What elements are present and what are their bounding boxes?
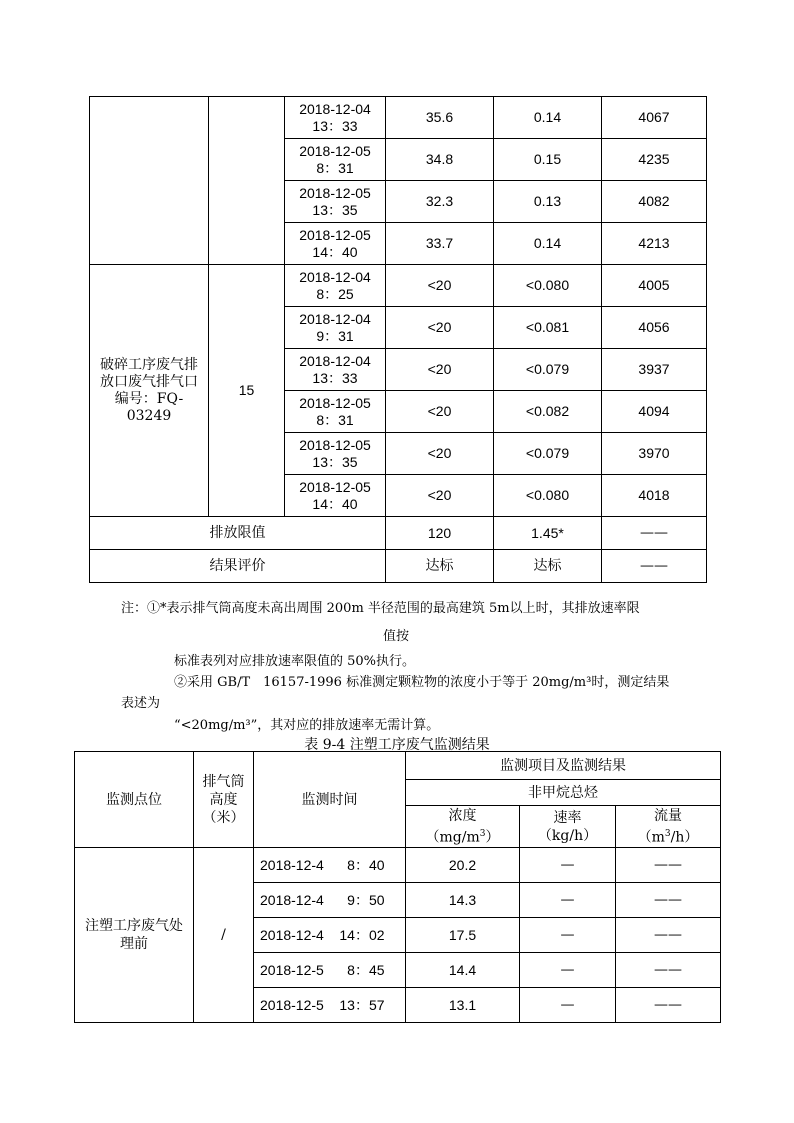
note-line: “<20mg/m³”，其对应的排放速率无需计算。 bbox=[174, 718, 440, 733]
rate-cell: 0.15 bbox=[494, 139, 602, 181]
flow-cell: —— bbox=[616, 883, 721, 918]
rate-cell: <0.079 bbox=[494, 433, 602, 475]
time-cell: 2018-12-5 13：57 bbox=[254, 988, 406, 1023]
rate-cell: <0.082 bbox=[494, 391, 602, 433]
rate-cell: <0.081 bbox=[494, 307, 602, 349]
monitoring-point-cell: 注塑工序废气处理前 bbox=[75, 848, 194, 1023]
conc-cell: 14.3 bbox=[406, 883, 520, 918]
conc-cell: 17.5 bbox=[406, 918, 520, 953]
header-items: 监测项目及监测结果 bbox=[406, 752, 721, 780]
evaluation-rate: 达标 bbox=[494, 550, 602, 583]
conc-cell: 33.7 bbox=[386, 223, 494, 265]
time-cell: 2018-12-04 13：33 bbox=[285, 97, 386, 139]
stack-height-cell: / bbox=[194, 848, 254, 1023]
header-rate-label: 速率 bbox=[553, 809, 582, 826]
header-row bbox=[75, 752, 721, 780]
conc-cell: 20.2 bbox=[406, 848, 520, 883]
flow-cell: —— bbox=[616, 988, 721, 1023]
limit-flow: —— bbox=[602, 517, 707, 550]
monitoring-point-cell: 破碎工序废气排放口废气排气口编号：FQ-03249 bbox=[90, 265, 209, 517]
time-cell: 2018-12-05 13：35 bbox=[285, 433, 386, 475]
conc-cell: <20 bbox=[386, 391, 494, 433]
header-flow bbox=[616, 806, 721, 848]
header-time: 监测时间 bbox=[254, 752, 406, 848]
time-cell: 2018-12-05 14：40 bbox=[285, 223, 386, 265]
flow-cell: 4235 bbox=[602, 139, 707, 181]
flow-cell: 4082 bbox=[602, 181, 707, 223]
rate-cell: 0.13 bbox=[494, 181, 602, 223]
conc-cell: 35.6 bbox=[386, 97, 494, 139]
rate-cell: — bbox=[520, 953, 616, 988]
evaluation-label: 结果评价 bbox=[90, 550, 386, 583]
flow-cell: 3970 bbox=[602, 433, 707, 475]
time-cell: 2018-12-04 13：33 bbox=[285, 349, 386, 391]
flow-cell: 4094 bbox=[602, 391, 707, 433]
time-cell: 2018-12-4 9：50 bbox=[254, 883, 406, 918]
conc-cell: <20 bbox=[386, 475, 494, 517]
table-row bbox=[90, 97, 707, 139]
rate-cell: 0.14 bbox=[494, 97, 602, 139]
table-row bbox=[75, 848, 721, 883]
emission-table-continued bbox=[89, 96, 707, 583]
table-row bbox=[90, 265, 707, 307]
header-conc-label: 浓度 bbox=[448, 807, 477, 824]
flow-cell: —— bbox=[616, 918, 721, 953]
rate-cell: 0.14 bbox=[494, 223, 602, 265]
limit-conc: 120 bbox=[386, 517, 494, 550]
time-cell: 2018-12-4 8：40 bbox=[254, 848, 406, 883]
rate-cell: <0.079 bbox=[494, 349, 602, 391]
note-line: 标准表列对应排放速率限值的 50%执行。 bbox=[174, 654, 416, 669]
conc-cell: <20 bbox=[386, 349, 494, 391]
injection-molding-table bbox=[74, 751, 721, 1023]
flow-cell: 4056 bbox=[602, 307, 707, 349]
rate-cell: <0.080 bbox=[494, 475, 602, 517]
header-pollutant: 非甲烷总烃 bbox=[406, 780, 721, 806]
conc-cell: 14.4 bbox=[406, 953, 520, 988]
header-conc bbox=[406, 806, 520, 848]
note-line: 表述为 bbox=[121, 696, 161, 711]
note-line: 值按 bbox=[383, 629, 410, 644]
time-cell: 2018-12-04 9：31 bbox=[285, 307, 386, 349]
conc-cell: 34.8 bbox=[386, 139, 494, 181]
conc-cell: <20 bbox=[386, 265, 494, 307]
rate-cell: — bbox=[520, 848, 616, 883]
table-caption: 表 9-4 注塑工序废气监测结果 bbox=[304, 737, 490, 753]
time-cell: 2018-12-5 8：45 bbox=[254, 953, 406, 988]
evaluation-row bbox=[90, 550, 707, 583]
flow-cell: —— bbox=[616, 848, 721, 883]
rate-cell: — bbox=[520, 918, 616, 953]
header-point: 监测点位 bbox=[75, 752, 194, 848]
header-flow-unit: $(m^3/h)$ bbox=[637, 828, 699, 846]
time-cell: 2018-12-04 8：25 bbox=[285, 265, 386, 307]
time-cell: 2018-12-05 14：40 bbox=[285, 475, 386, 517]
rate-cell: <0.080 bbox=[494, 265, 602, 307]
limit-label: 排放限值 bbox=[90, 517, 386, 550]
conc-cell: 32.3 bbox=[386, 181, 494, 223]
flow-cell: —— bbox=[616, 953, 721, 988]
flow-cell: 4213 bbox=[602, 223, 707, 265]
conc-cell: 13.1 bbox=[406, 988, 520, 1023]
flow-cell: 4067 bbox=[602, 97, 707, 139]
header-rate-unit: （kg/h） bbox=[537, 827, 598, 844]
note-line: 注：①*表示排气筒高度未高出周围 200m 半径范围的最高建筑 5m以上时，其排放速率限 bbox=[121, 601, 640, 616]
header-conc-unit: $(mg/m^3)$ bbox=[425, 828, 500, 846]
empty-point-cell bbox=[90, 97, 209, 265]
flow-cell: 4005 bbox=[602, 265, 707, 307]
flow-cell: 3937 bbox=[602, 349, 707, 391]
note-line: ②采用 GB/T 16157-1996 标准测定颗粒物的浓度小于等于 20mg/m³时，测定结果 bbox=[174, 675, 670, 690]
stack-height-cell: 15 bbox=[209, 265, 285, 517]
time-cell: 2018-12-05 13：35 bbox=[285, 181, 386, 223]
time-cell: 2018-12-4 14：02 bbox=[254, 918, 406, 953]
empty-height-cell bbox=[209, 97, 285, 265]
flow-cell: 4018 bbox=[602, 475, 707, 517]
limit-rate: 1.45* bbox=[494, 517, 602, 550]
rate-cell: — bbox=[520, 883, 616, 918]
time-cell: 2018-12-05 8：31 bbox=[285, 139, 386, 181]
limit-row bbox=[90, 517, 707, 550]
rate-cell: — bbox=[520, 988, 616, 1023]
conc-cell: <20 bbox=[386, 307, 494, 349]
conc-cell: <20 bbox=[386, 433, 494, 475]
header-height: 排气筒高度（米） bbox=[194, 752, 254, 848]
time-cell: 2018-12-05 8：31 bbox=[285, 391, 386, 433]
header-rate bbox=[520, 806, 616, 848]
evaluation-flow: —— bbox=[602, 550, 707, 583]
header-flow-label: 流量 bbox=[654, 807, 682, 824]
evaluation-conc: 达标 bbox=[386, 550, 494, 583]
